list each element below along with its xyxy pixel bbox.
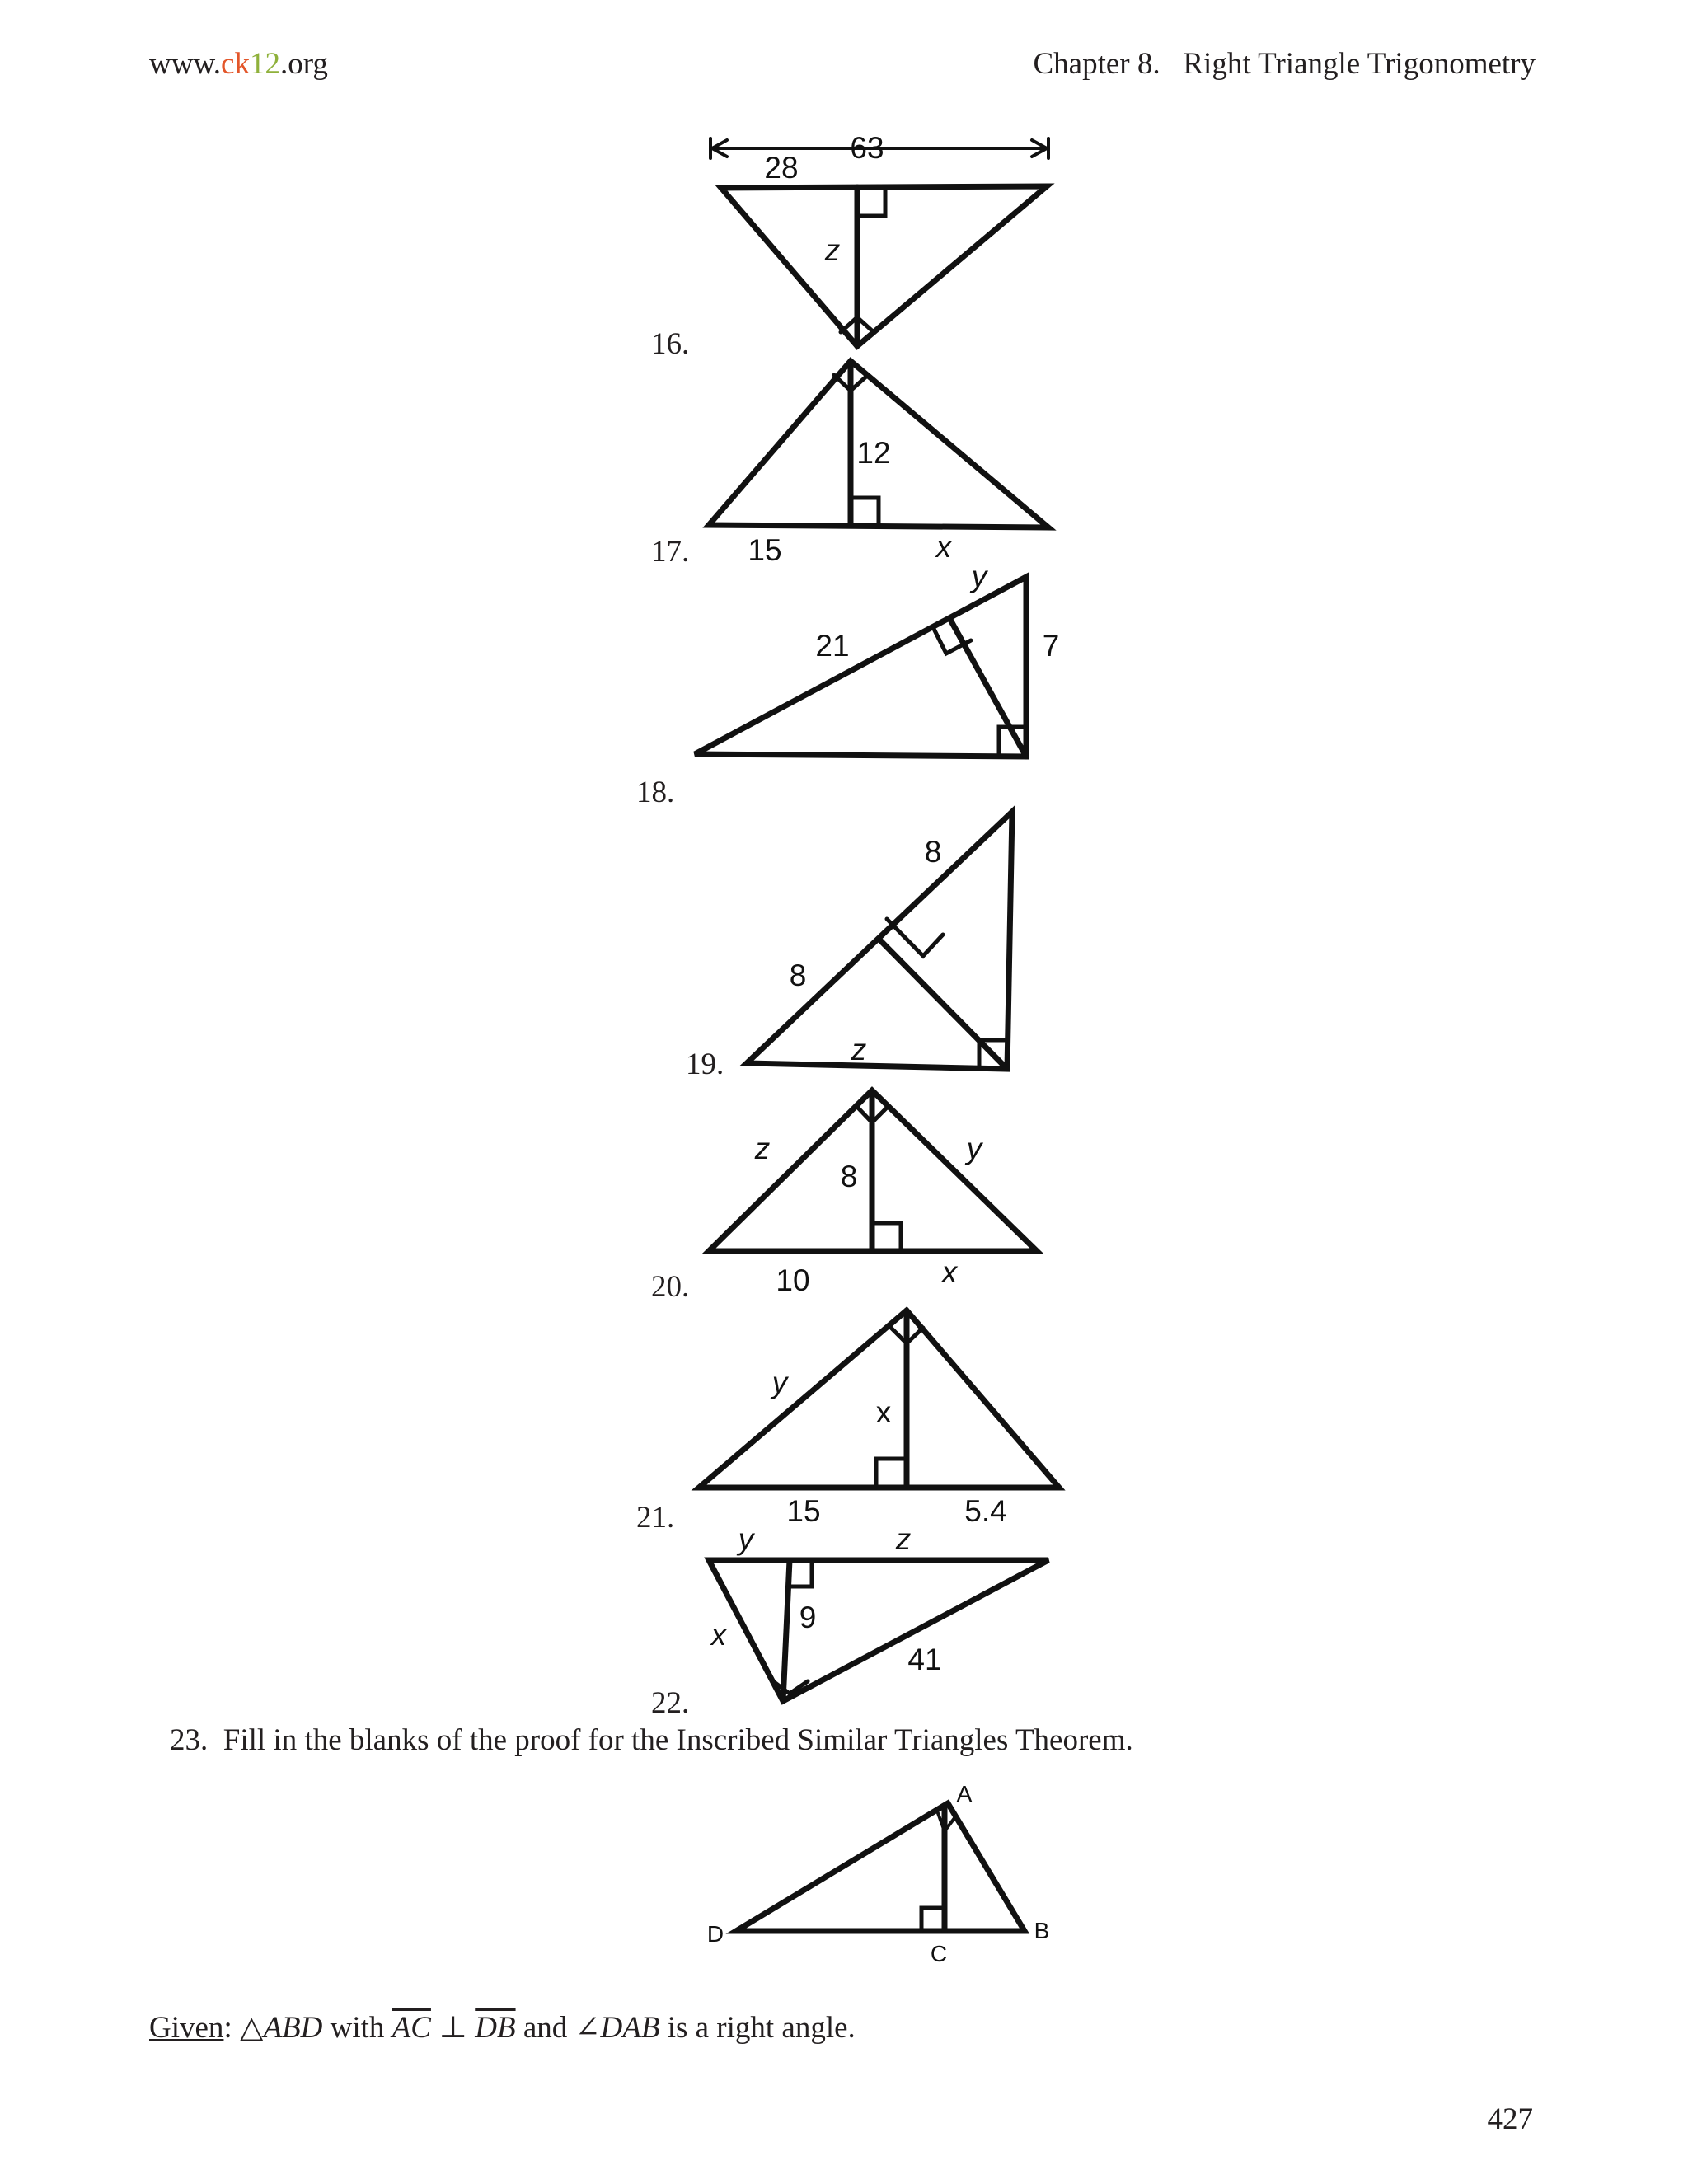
problem-number-21: 21. [636, 1501, 675, 1535]
label-20-left-leg: z [754, 1132, 771, 1165]
problem-number-19: 19. [686, 1047, 724, 1081]
question-23-text: Fill in the blanks of the proof for the Inscribed Similar Triangles Theorem. [223, 1723, 1133, 1757]
given-and: and [515, 2011, 575, 2045]
segment-db: $\overline{DB}$ [475, 2011, 516, 2045]
vertex-d-label: D [706, 1921, 724, 1947]
label-22-right-leg: 41 [907, 1643, 942, 1676]
label-22-alt: 9 [799, 1601, 817, 1634]
given-colon: : [223, 2011, 232, 2045]
triangle-symbol: △ [239, 2011, 264, 2045]
label-22-left-seg: y [738, 1522, 754, 1556]
question-23-number: 23. [170, 1723, 209, 1757]
question-23 [170, 1722, 1133, 1758]
segment-ac: $\overline{AC}$ [392, 2011, 431, 2045]
perpendicular-symbol: ⊥ [430, 2011, 476, 2045]
figure-23 [736, 1803, 1025, 1931]
triangle-name: ABD [263, 2011, 323, 2045]
label-18-hyp: 21 [815, 629, 850, 663]
problem-number-16: 16. [651, 327, 690, 361]
label-21-left-seg: 15 [786, 1494, 821, 1528]
problem-number-18: 18. [636, 776, 675, 809]
triangle-22 [709, 1560, 1048, 1701]
label-18-leg: 7 [1042, 629, 1060, 663]
site-url-ck: ck [221, 47, 250, 81]
label-20-right-seg: x [941, 1255, 958, 1289]
angle-symbol: ∠ [574, 2011, 601, 2045]
label-22-right-seg: z [895, 1522, 912, 1556]
site-url-suffix: .org [279, 47, 328, 81]
label-20-alt: 8 [840, 1160, 858, 1193]
label-17-left-seg: 15 [748, 533, 782, 567]
vertex-c-label: C [930, 1941, 948, 1966]
figure-19 [747, 812, 1012, 1069]
figure-18 [695, 577, 1026, 757]
site-url-prefix: www. [149, 47, 222, 81]
label-21-alt: x [875, 1395, 892, 1429]
given-statement [149, 2009, 856, 2046]
figure-20 [709, 1090, 1037, 1251]
angle-name: DAB [600, 2011, 660, 2045]
figure-22 [709, 1560, 1048, 1701]
given-label: Given [149, 2011, 224, 2045]
label-19-upper: 8 [924, 835, 942, 869]
label-18-seg: y [971, 560, 987, 593]
problem-number-17: 17. [651, 535, 690, 569]
label-16-alt: z [824, 233, 841, 267]
label-19-lower: 8 [789, 958, 807, 992]
given-with: with [322, 2011, 392, 2045]
label-21-left-leg: y [771, 1366, 788, 1399]
vertex-a-label: A [956, 1781, 973, 1807]
label-16-top: 63 [850, 131, 884, 165]
problem-number-20: 20. [651, 1270, 690, 1304]
label-17-alt: 12 [856, 436, 891, 470]
label-22-left-leg: x [710, 1618, 727, 1652]
vertex-b-label: B [1034, 1918, 1050, 1943]
page-number: 427 [1487, 2102, 1533, 2136]
label-19-base: z [851, 1033, 867, 1066]
chapter-number: Chapter 8. [1033, 47, 1160, 81]
label-20-right-leg: y [966, 1132, 982, 1165]
figure-16 [710, 138, 1048, 346]
label-16-left-seg: 28 [764, 151, 799, 185]
label-17-right-seg: x [935, 530, 952, 564]
chapter-title: Right Triangle Trigonometry [1183, 47, 1536, 81]
label-20-left-seg: 10 [776, 1263, 810, 1297]
given-rest: is a right angle. [659, 2011, 856, 2045]
problem-number-22: 22. [651, 1686, 690, 1720]
label-21-right-seg: 5.4 [964, 1494, 1007, 1528]
site-url-12: 12 [249, 47, 280, 81]
triangle-abd [736, 1803, 1025, 1931]
